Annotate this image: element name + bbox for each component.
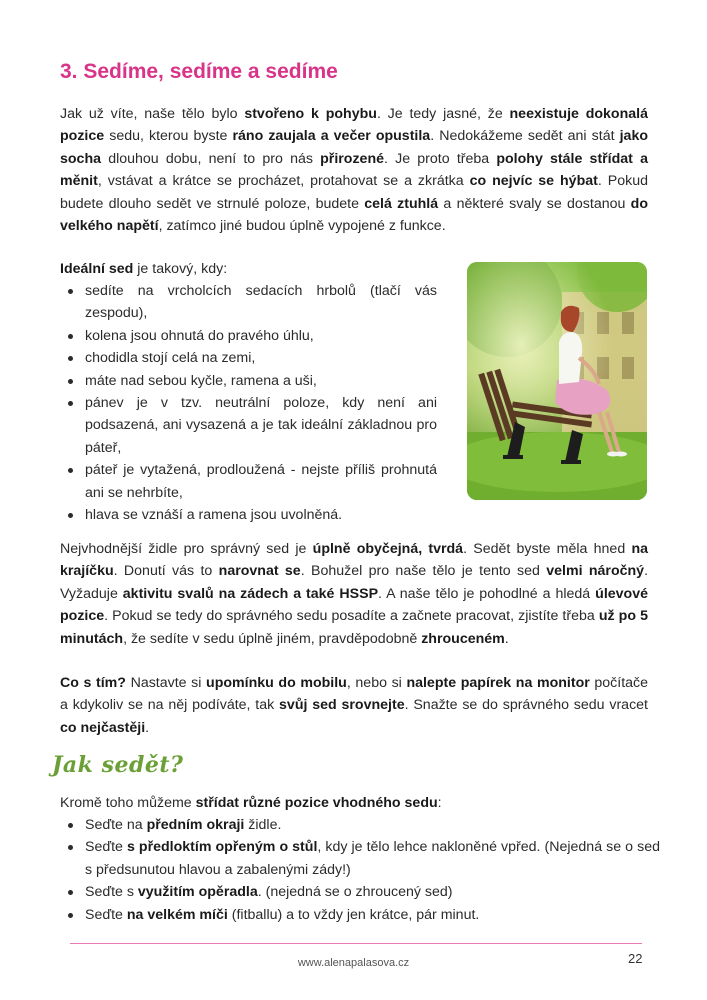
section-heading: 3. Sedíme, sedíme a sedíme	[60, 60, 338, 83]
what-to-do-paragraph: Co s tím? Nastavte si upomínku do mobilu, nebo si nalepte papírek na monitor počítače a kdykoliv se na něj podíváte, tak svůj sed srovnejte. Snažte se do správného sedu vracet co nejčastěji.	[60, 675, 649, 736]
intro-paragraph: Jak už víte, naše tělo bylo stvořeno k pohybu. Je tedy jasné, že neexistuje dokonalá pozice sedu, kterou byste ráno zaujala a večer opustila. Nedokážeme sedět ani stát jako socha dlouhou dobu, není to pro nás přirozené. Je proto třeba polohy stále střídat a měnit, vstávat a krátce se procházet, protahovat se a zkrátka co nejvíc se hýbat. Pokud budete dlouho sedět ve strnulé poloze, budete celá ztuhlá a některé svaly se dostanou do velkého napětí, zatímco jiné budou úplně vypojené z funkce.	[60, 106, 648, 235]
list-item: Seďte s využitím opěradla. (nejedná se o zhroucený sed)	[60, 881, 660, 903]
list-item: páteř je vytažená, prodloužená - nejste příliš prohnutá ani se nehrbíte,	[60, 459, 437, 504]
ideal-sitting-lead: Ideální sed je takový, kdy:	[60, 261, 228, 277]
positions-list	[60, 814, 660, 926]
positions-lead: Kromě toho můžeme střídat různé pozice vhodného sedu:	[60, 795, 442, 811]
list-item: kolena jsou ohnutá do pravého úhlu,	[60, 325, 437, 347]
how-to-sit-heading: Jak sedět?	[52, 752, 184, 778]
list-item: Seďte s předloktím opřeným o stůl, kdy je tělo lehce nakloněné vpřed. (Nejedná se o sed s předsunutou hlavou a zabalenými zády!)	[60, 836, 660, 881]
list-item: Seďte na předním okraji židle.	[60, 814, 660, 836]
list-item: pánev je v tzv. neutrální poloze, kdy není ani podsazená, ani vysazená a je tak ideální základnou pro páteř,	[60, 392, 437, 459]
chair-paragraph: Nejvhodnější židle pro správný sed je úplně obyčejná, tvrdá. Sedět byste měla hned na krajíčku. Donutí vás to narovnat se. Bohužel pro naše tělo je tento sed velmi náročný. Vyžaduje aktivitu svalů na zádech a také HSSP. A naše tělo je pohodlné a hledá úlevové pozice. Pokud se tedy do správného sedu posadíte a začnete pracovat, zjistíte třeba už po 5 minutách, že sedíte v sedu úplně jiném, pravděpodobně zhrouceném.	[60, 541, 649, 647]
list-item: máte nad sebou kyčle, ramena a uši,	[60, 370, 437, 392]
ideal-sitting-list	[60, 280, 437, 526]
list-item: Seďte na velkém míči (fitballu) a to vždy jen krátce, pár minut.	[60, 904, 660, 926]
footer-divider	[70, 943, 642, 944]
list-item: hlava se vznáší a ramena jsou uvolněná.	[60, 504, 437, 526]
list-item: chodidla stojí celá na zemi,	[60, 347, 437, 369]
woman-on-bench-photo	[467, 262, 647, 500]
footer-website: www.alenapalasova.cz	[297, 957, 410, 969]
list-item: sedíte na vrcholcích sedacích hrbolů (tlačí vás zespodu),	[60, 280, 437, 325]
woman-on-bench-illustration	[467, 262, 647, 500]
page-number: 22	[628, 951, 643, 966]
